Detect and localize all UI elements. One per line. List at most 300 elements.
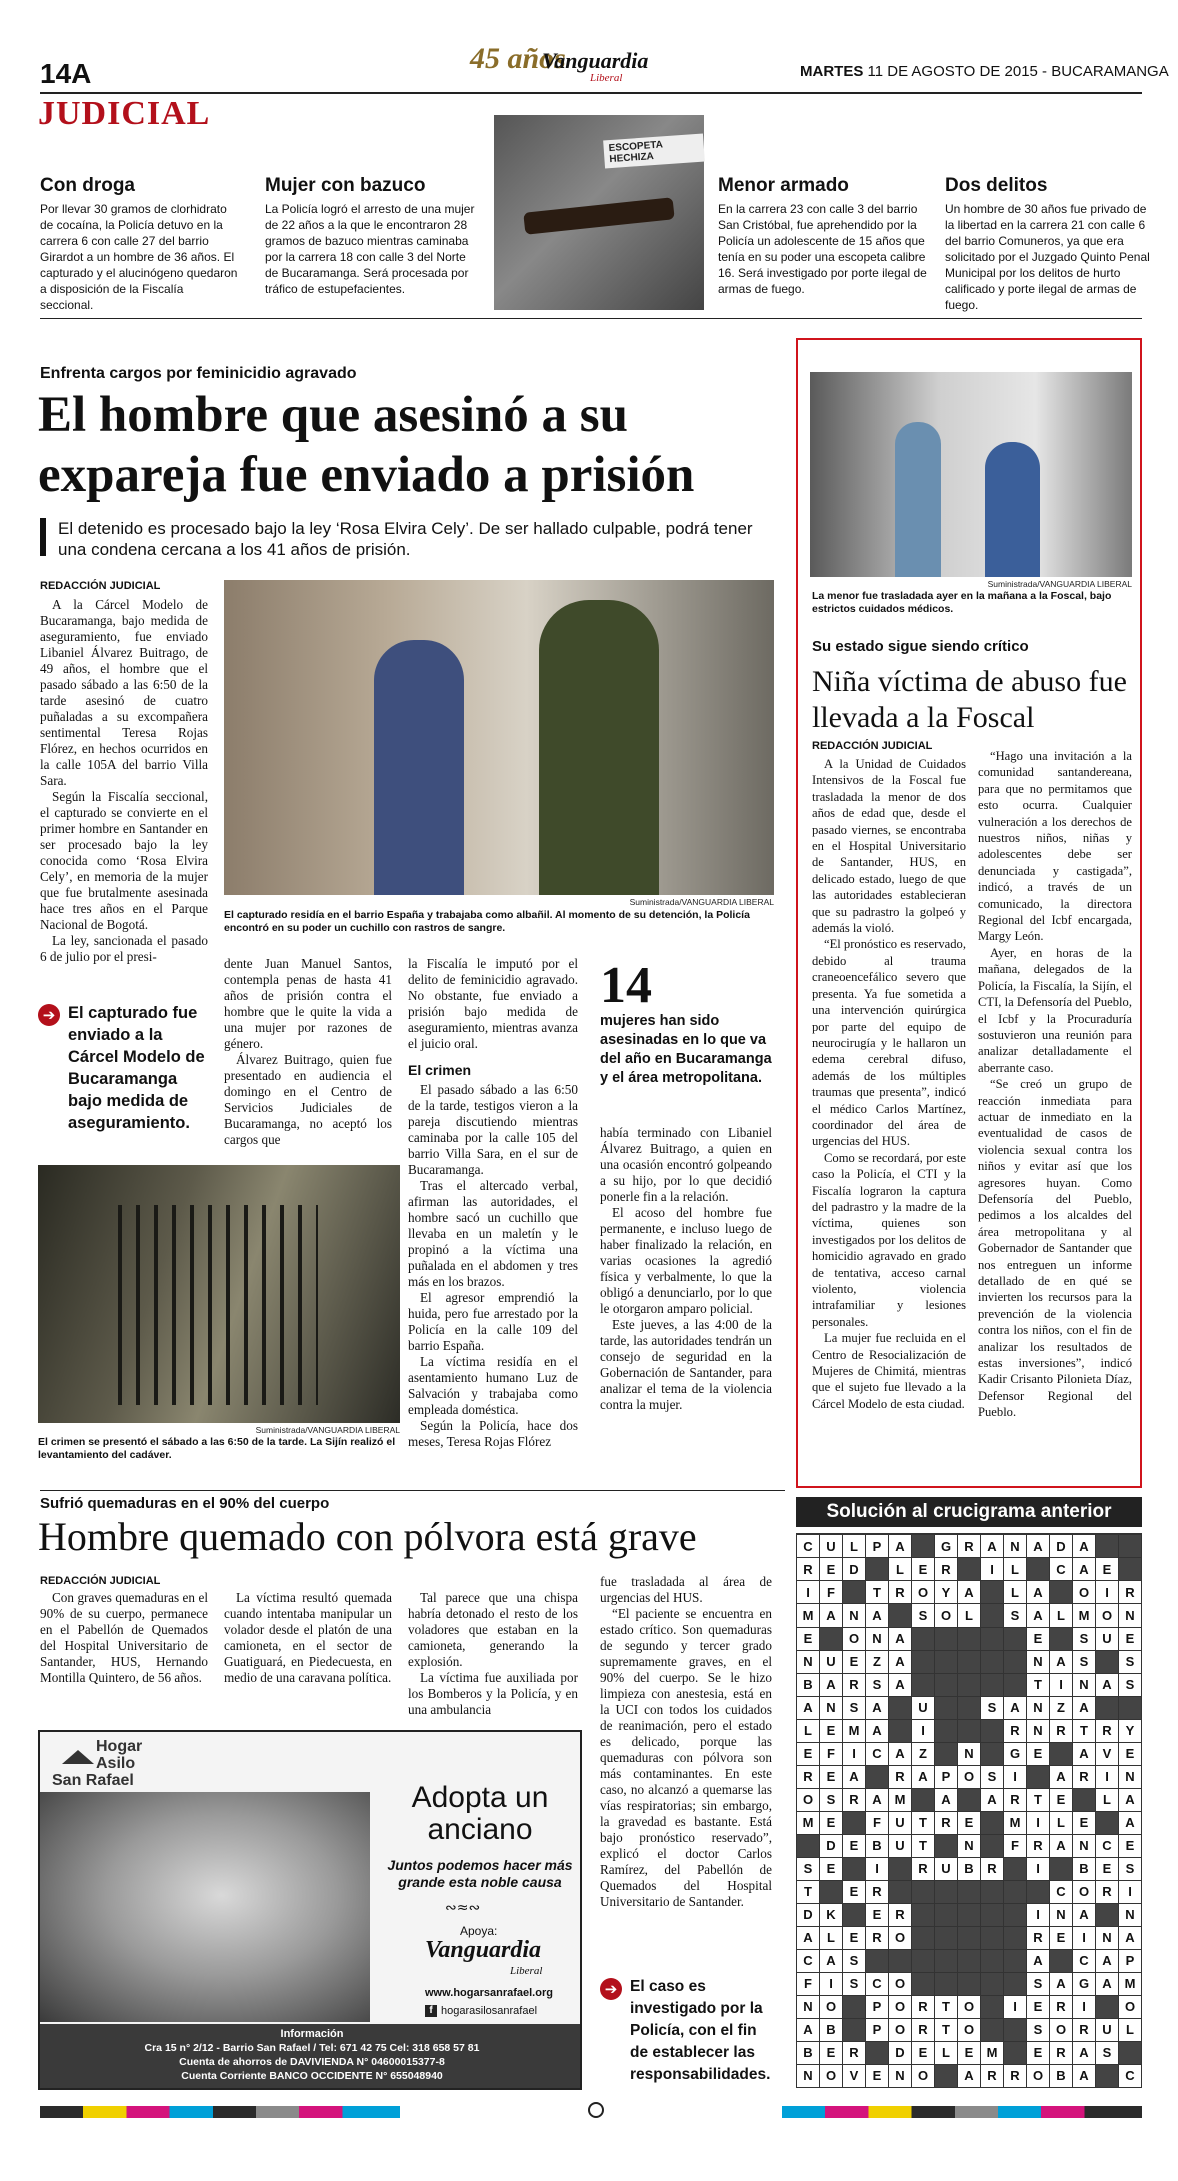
crossword-block-cell bbox=[935, 1719, 958, 1742]
arrow-right-icon: ➔ bbox=[38, 1004, 60, 1026]
main-photo-crime-scene bbox=[38, 1165, 400, 1423]
crossword-row bbox=[797, 2041, 1142, 2064]
crossword-block-cell bbox=[1004, 1650, 1027, 1673]
crossword-block-cell bbox=[981, 1742, 1004, 1765]
crossword-letter-cell: A bbox=[1073, 1742, 1096, 1765]
crossword-block-cell bbox=[1004, 1673, 1027, 1696]
crossword-block-cell bbox=[958, 1972, 981, 1995]
issue-date-text: 11 DE AGOSTO DE 2015 - BUCARAMANGA bbox=[867, 63, 1169, 80]
crossword-letter-cell: D bbox=[889, 2041, 912, 2064]
crossword-block-cell bbox=[958, 1949, 981, 1972]
crossword-letter-cell: R bbox=[797, 1558, 820, 1581]
crossword-letter-cell: I bbox=[1119, 1880, 1142, 1903]
crossword-block-cell bbox=[1119, 1696, 1142, 1719]
crossword-letter-cell: S bbox=[1119, 1650, 1142, 1673]
burn-top-rule bbox=[40, 1490, 785, 1491]
crossword-letter-cell: U bbox=[889, 1834, 912, 1857]
brief-con-droga bbox=[40, 175, 240, 313]
ad-sponsor-sub: Liberal bbox=[510, 1965, 543, 1977]
crossword-letter-cell: I bbox=[1096, 1581, 1119, 1604]
crossword-row bbox=[797, 1765, 1142, 1788]
crossword-block-cell bbox=[958, 1650, 981, 1673]
crossword-letter-cell: E bbox=[1050, 1788, 1073, 1811]
crossword-letter-cell: M bbox=[1119, 1972, 1142, 1995]
crossword-letter-cell: L bbox=[1119, 2018, 1142, 2041]
brief-title: Dos delitos bbox=[945, 175, 1048, 196]
crossword-letter-cell: P bbox=[866, 1995, 889, 2018]
crossword-letter-cell: A bbox=[1073, 1903, 1096, 1926]
crossword-letter-cell: A bbox=[1050, 1972, 1073, 1995]
crossword-letter-cell: U bbox=[1096, 1627, 1119, 1650]
crossword-letter-cell: A bbox=[1027, 1949, 1050, 1972]
crossword-block-cell bbox=[1119, 1558, 1142, 1581]
crossword-block-cell bbox=[981, 1926, 1004, 1949]
crossword-letter-cell: E bbox=[843, 1650, 866, 1673]
crossword-block-cell bbox=[866, 1765, 889, 1788]
crossword-letter-cell: E bbox=[1027, 1995, 1050, 2018]
crossword-letter-cell: R bbox=[1027, 1926, 1050, 1949]
ad-sponsor: Vanguardia bbox=[425, 1937, 542, 1963]
crossword-letter-cell: E bbox=[1027, 2041, 1050, 2064]
crossword-letter-cell: N bbox=[820, 1696, 843, 1719]
burn-col3 bbox=[408, 1590, 578, 1718]
crossword-block-cell bbox=[912, 1903, 935, 1926]
paragraph: “El pronóstico es reservado, debido al trauma craneoencefálico severo que presenta. Ya fue sometida a una intervención quirúrgica por parte del equipo de neurocirugía y le hallaron un edema cerebral difuso, además de los múltiples traumas que presenta”, indicó el médico Carlos Martínez, coordinador del área de urgencias del HUS. bbox=[812, 937, 966, 1149]
crossword-block-cell bbox=[1096, 2064, 1119, 2087]
crossword-letter-cell: E bbox=[820, 1811, 843, 1834]
paragraph: Este jueves, a las 4:00 de la tarde, las autoridades tendrán un consejo de seguridad en la Gobernación de Santander, para analizar el tema de la violencia contra la mujer. bbox=[600, 1317, 772, 1412]
crossword-block-cell bbox=[981, 1604, 1004, 1627]
crossword-letter-cell: A bbox=[889, 1627, 912, 1650]
crossword-letter-cell: U bbox=[1096, 2018, 1119, 2041]
crossword-block-cell bbox=[889, 1696, 912, 1719]
crossword-block-cell bbox=[958, 1880, 981, 1903]
ad-facebook[interactable]: hogarasilosanrafael bbox=[441, 2005, 538, 2017]
ad-logo-line: Asilo bbox=[96, 1755, 136, 1772]
crossword-letter-cell: N bbox=[1073, 1834, 1096, 1857]
crossword-block-cell bbox=[1050, 1949, 1073, 1972]
page-number: 14A bbox=[40, 58, 92, 89]
side-headline: Niña víctima de abuso fue llevada a la Foscal bbox=[812, 665, 1127, 734]
crossword-block-cell bbox=[935, 1903, 958, 1926]
crossword-letter-cell: A bbox=[1050, 1765, 1073, 1788]
crossword-letter-cell: R bbox=[981, 2064, 1004, 2087]
ad-info-account: Cuenta Corriente BANCO OCCIDENTE N° 655048940 bbox=[181, 2070, 443, 2082]
crossword-letter-cell: I bbox=[866, 1857, 889, 1880]
crossword-letter-cell: S bbox=[1119, 1857, 1142, 1880]
crossword-letter-cell: R bbox=[1027, 1834, 1050, 1857]
main-kicker: Enfrenta cargos por feminicidio agravado bbox=[40, 365, 357, 382]
crossword-block-cell bbox=[1119, 1535, 1142, 1558]
crossword-block-cell bbox=[1050, 1627, 1073, 1650]
crossword-letter-cell: M bbox=[1073, 1604, 1096, 1627]
burn-pullquote bbox=[600, 1976, 775, 2086]
crossword-letter-cell: I bbox=[843, 1742, 866, 1765]
crossword-block-cell bbox=[912, 1650, 935, 1673]
crossword-letter-cell: I bbox=[1073, 1926, 1096, 1949]
crossword-letter-cell: N bbox=[889, 2064, 912, 2087]
crossword-letter-cell: A bbox=[981, 1788, 1004, 1811]
crossword-letter-cell: R bbox=[958, 1535, 981, 1558]
paragraph: “Se creó un grupo de reacción inmediata para actuar de inmediato en la eventualidad de casos de violencia sexual contra los niños y evitar así que los agresores huyan. Como Defensoría del Pueblo, pedimos a los alcaldes del área metropolitana y al Gobernador de Santander que nos entreguen un informe detallado de en qué se invierten los recursos para la prevención de la violencia contra los niños, con el fin de analizar los resultados de estas inversiones”, indicó Kadir Crisanto Pilonieta Díaz, Defensor Regional del Pueblo. bbox=[978, 1077, 1132, 1420]
crossword-letter-cell: A bbox=[1096, 1949, 1119, 1972]
crossword-letter-cell: R bbox=[797, 1765, 820, 1788]
crossword-letter-cell: L bbox=[843, 1535, 866, 1558]
crossword-letter-cell: R bbox=[1096, 1719, 1119, 1742]
crossword-letter-cell: F bbox=[820, 1742, 843, 1765]
crossword-letter-cell: O bbox=[797, 1788, 820, 1811]
brief-dos-delitos bbox=[945, 175, 1150, 313]
crossword-letter-cell: E bbox=[1119, 1742, 1142, 1765]
crossword-letter-cell: A bbox=[958, 1581, 981, 1604]
crossword-block-cell bbox=[981, 2018, 1004, 2041]
crossword-letter-cell: R bbox=[912, 2018, 935, 2041]
crossword-letter-cell: R bbox=[935, 1811, 958, 1834]
crossword-block-cell bbox=[1073, 1788, 1096, 1811]
crossword-letter-cell: R bbox=[1050, 2041, 1073, 2064]
crossword-letter-cell: B bbox=[1073, 1857, 1096, 1880]
crossword-letter-cell: A bbox=[1073, 1558, 1096, 1581]
ad-subtitle: Juntos podemos hacer más grande esta noble causa bbox=[387, 1857, 573, 1890]
crossword-letter-cell: I bbox=[1027, 1857, 1050, 1880]
crossword-letter-cell: E bbox=[1073, 1811, 1096, 1834]
crossword-block-cell bbox=[843, 2018, 866, 2041]
crossword-letter-cell: N bbox=[1119, 1765, 1142, 1788]
crossword-block-cell bbox=[981, 1650, 1004, 1673]
crossword-letter-cell: Y bbox=[935, 1581, 958, 1604]
crossword-letter-cell: C bbox=[866, 1972, 889, 1995]
crossword-block-cell bbox=[981, 1719, 1004, 1742]
crossword-letter-cell: R bbox=[866, 1880, 889, 1903]
deck-text: El detenido es procesado bajo la ley ‘Rosa Elvira Cely’. De ser hallado culpable, podrá tener una condena cercana a los 41 años de prisión. bbox=[58, 519, 753, 559]
crossword-letter-cell: T bbox=[1027, 1673, 1050, 1696]
photo2-credit: Suministrada/VANGUARDIA LIBERAL bbox=[255, 1425, 400, 1435]
main-byline: REDACCIÓN JUDICIAL bbox=[40, 580, 161, 592]
crossword-letter-cell: N bbox=[1119, 1903, 1142, 1926]
crossword-letter-cell: E bbox=[1096, 1857, 1119, 1880]
crossword-letter-cell: S bbox=[1027, 2018, 1050, 2041]
crossword-letter-cell: Z bbox=[1050, 1696, 1073, 1719]
crossword-block-cell bbox=[935, 1880, 958, 1903]
crossword-block-cell bbox=[958, 1903, 981, 1926]
crossword-letter-cell: O bbox=[820, 2064, 843, 2087]
crossword-block-cell bbox=[958, 1673, 981, 1696]
crossword-block-cell bbox=[935, 1834, 958, 1857]
crossword-letter-cell: O bbox=[1073, 1581, 1096, 1604]
crossword-block-cell bbox=[981, 1581, 1004, 1604]
ad-support-label: Apoya: bbox=[460, 1924, 498, 1938]
deck-marker bbox=[40, 518, 46, 556]
crossword-letter-cell: V bbox=[843, 2064, 866, 2087]
crossword-block-cell bbox=[958, 1719, 981, 1742]
crossword-block-cell bbox=[935, 1627, 958, 1650]
crossword-letter-cell: Z bbox=[866, 1650, 889, 1673]
paragraph: fue trasladada al área de urgencias del HUS. bbox=[600, 1574, 772, 1605]
crossword-letter-cell: A bbox=[820, 1604, 843, 1627]
paragraph: A la Unidad de Cuidados Intensivos de la Foscal fue trasladada la menor de dos años de edad que, desde el pasado viernes, se encontraba en el Hospital Universitario de Santander, HUS, en delicado estado, luego de que las autoridades establecieran que su padrastro la golpeó y además la violó. bbox=[812, 757, 966, 936]
main-photo-capture bbox=[224, 580, 774, 895]
crossword-block-cell bbox=[866, 1558, 889, 1581]
crossword-letter-cell: D bbox=[820, 1834, 843, 1857]
crossword-letter-cell: O bbox=[843, 1627, 866, 1650]
police-figure bbox=[539, 600, 659, 895]
pullquote-text: El capturado fue enviado a la Cárcel Modelo de Bucaramanga bajo medida de aseguramiento. bbox=[68, 1004, 205, 1132]
evidence-label: ESCOPETA HECHIZA bbox=[603, 134, 705, 169]
crossword-letter-cell: N bbox=[1004, 1535, 1027, 1558]
crossword-letter-cell: E bbox=[958, 1811, 981, 1834]
paragraph: Según la Policía, hace dos meses, Teresa Rojas Flórez bbox=[408, 1418, 578, 1449]
crossword-letter-cell: A bbox=[1119, 1811, 1142, 1834]
crossword-letter-cell: I bbox=[1004, 1765, 1027, 1788]
crossword-block-cell bbox=[1004, 1627, 1027, 1650]
crossword-block-cell bbox=[935, 1926, 958, 1949]
crossword-letter-cell: L bbox=[820, 1926, 843, 1949]
crossword-title: Solución al crucigrama anterior bbox=[796, 1497, 1142, 1527]
crossword-letter-cell: S bbox=[866, 1673, 889, 1696]
medic-figure bbox=[895, 422, 941, 577]
crossword-letter-cell: R bbox=[843, 1673, 866, 1696]
crossword-letter-cell: A bbox=[981, 1535, 1004, 1558]
crossword-letter-cell: A bbox=[866, 1788, 889, 1811]
crossword-block-cell bbox=[1004, 1903, 1027, 1926]
crossword-letter-cell: R bbox=[843, 2041, 866, 2064]
color-bar-left bbox=[40, 2106, 400, 2118]
crossword-letter-cell: T bbox=[797, 1880, 820, 1903]
crossword-row bbox=[797, 1535, 1142, 1558]
crossword-letter-cell: I bbox=[1096, 1765, 1119, 1788]
crossword-letter-cell: A bbox=[1027, 1604, 1050, 1627]
paragraph: la Fiscalía le imputó por el delito de feminicidio agravado. No obstante, fue enviado a prisión bajo medida de aseguramiento, mientras avanza el juicio oral. bbox=[408, 956, 578, 1051]
crossword-letter-cell: R bbox=[843, 1788, 866, 1811]
crossword-letter-cell: A bbox=[1073, 1535, 1096, 1558]
crossword-letter-cell: O bbox=[889, 2018, 912, 2041]
crossword-letter-cell: R bbox=[1004, 1719, 1027, 1742]
crossword-letter-cell: U bbox=[820, 1650, 843, 1673]
crossword-letter-cell: Y bbox=[1119, 1719, 1142, 1742]
crossword-letter-cell: E bbox=[866, 1903, 889, 1926]
paragraph: dente Juan Manuel Santos, contempla penas de hasta 41 años de prisión contra el hombre que le quite la vida a una mujer por razones de género. bbox=[224, 956, 392, 1051]
crossword-letter-cell: T bbox=[866, 1581, 889, 1604]
main-pullquote bbox=[38, 1002, 208, 1134]
crossword-block-cell bbox=[1004, 2018, 1027, 2041]
crossword-letter-cell: R bbox=[1096, 1880, 1119, 1903]
crossword-block-cell bbox=[912, 1535, 935, 1558]
crossword-letter-cell: N bbox=[1027, 1719, 1050, 1742]
crossword-row bbox=[797, 1995, 1142, 2018]
crossword-letter-cell: C bbox=[1096, 1834, 1119, 1857]
crossword-letter-cell: A bbox=[1073, 1696, 1096, 1719]
main-subhead: El crimen bbox=[408, 1062, 472, 1078]
main-headline: El hombre que asesinó a su expareja fue enviado a prisión bbox=[38, 387, 695, 503]
crossword-letter-cell: Z bbox=[912, 1742, 935, 1765]
crossword-letter-cell: T bbox=[935, 1995, 958, 2018]
side-photo-caption: La menor fue trasladada ayer en la mañana a la Foscal, bajo estrictos cuidados médicos. bbox=[812, 590, 1112, 615]
crossword-table bbox=[796, 1533, 1142, 2088]
crossword-letter-cell: D bbox=[797, 1903, 820, 1926]
crossword-block-cell bbox=[981, 1949, 1004, 1972]
crossword-letter-cell: T bbox=[1027, 1788, 1050, 1811]
crossword-letter-cell: G bbox=[1004, 1742, 1027, 1765]
crossword-letter-cell: N bbox=[797, 2064, 820, 2087]
crossword-block-cell bbox=[935, 1696, 958, 1719]
crossword-letter-cell: A bbox=[866, 1696, 889, 1719]
crossword-letter-cell: C bbox=[866, 1742, 889, 1765]
crossword-block-cell bbox=[912, 1788, 935, 1811]
crossword-letter-cell: R bbox=[981, 1857, 1004, 1880]
crossword-letter-cell: L bbox=[935, 2041, 958, 2064]
crossword-letter-cell: P bbox=[935, 1765, 958, 1788]
crossword-letter-cell: T bbox=[935, 2018, 958, 2041]
crossword-block-cell bbox=[843, 1811, 866, 1834]
crossword-letter-cell: A bbox=[1004, 1696, 1027, 1719]
crossword-row bbox=[797, 1696, 1142, 1719]
registration-mark-icon bbox=[588, 2102, 604, 2118]
ad-info-title: Información bbox=[280, 2028, 344, 2040]
crossword-letter-cell: U bbox=[912, 1696, 935, 1719]
crossword-letter-cell: E bbox=[820, 2041, 843, 2064]
paragraph: La víctima resultó quemada cuando intentaba manipular un volador desde el platón de una camioneta, en el sector de Guatiguará, en Piedecuesta, en medio de una caravana política. bbox=[224, 1590, 392, 1685]
crossword-block-cell bbox=[981, 1903, 1004, 1926]
crossword-letter-cell: N bbox=[797, 1650, 820, 1673]
crossword-letter-cell: A bbox=[866, 1604, 889, 1627]
crossword-letter-cell: L bbox=[1050, 1604, 1073, 1627]
crossword-block-cell bbox=[1004, 2041, 1027, 2064]
paragraph: “Hago una invitación a la comunidad santandereana, para que no permitamos que esto ocurra. Cualquier vulneración a los derechos de nuestros niños, niñas y adolescentes debe ser denunciada y castigada”, indicó, a través de un comunicado, la directora Regional del Icbf encargada, Margy León. bbox=[978, 749, 1132, 944]
crossword-row bbox=[797, 1949, 1142, 1972]
crossword-row bbox=[797, 1581, 1142, 1604]
crossword-block-cell bbox=[1027, 1880, 1050, 1903]
paragraph: Tal parece que una chispa habría detonado el resto de los voladores que estaban en la camioneta, generando la explosión. bbox=[408, 1590, 578, 1669]
arrow-right-icon: ➔ bbox=[600, 1978, 622, 2000]
ad-info-band bbox=[40, 2024, 582, 2090]
crossword-block-cell bbox=[958, 1558, 981, 1581]
crossword-block-cell bbox=[866, 1949, 889, 1972]
crossword-block-cell bbox=[1050, 1742, 1073, 1765]
crossword-letter-cell: O bbox=[1073, 1880, 1096, 1903]
crossword-block-cell bbox=[935, 2064, 958, 2087]
crossword-letter-cell: S bbox=[797, 1857, 820, 1880]
crossword-block-cell bbox=[843, 1903, 866, 1926]
gate-bars bbox=[118, 1205, 318, 1405]
crossword-block-cell bbox=[958, 1627, 981, 1650]
crossword-letter-cell: M bbox=[843, 1719, 866, 1742]
crossword-letter-cell: N bbox=[1027, 1696, 1050, 1719]
crossword-letter-cell: B bbox=[1050, 2064, 1073, 2087]
crossword-block-cell bbox=[912, 1627, 935, 1650]
crossword-block-cell bbox=[1050, 1857, 1073, 1880]
crossword-letter-cell: A bbox=[797, 1696, 820, 1719]
crossword-block-cell bbox=[843, 1995, 866, 2018]
advert-adopta-un-anciano bbox=[38, 1730, 582, 2090]
crossword-letter-cell: K bbox=[820, 1903, 843, 1926]
ad-info-address: Cra 15 n° 2/12 - Barrio San Rafael / Tel: 671 42 75 Cel: 318 658 57 81 bbox=[144, 2042, 480, 2054]
crossword-letter-cell: N bbox=[797, 1995, 820, 2018]
brief-title: Menor armado bbox=[718, 175, 849, 196]
crossword-letter-cell: C bbox=[797, 1949, 820, 1972]
crossword-letter-cell: R bbox=[1073, 1765, 1096, 1788]
crossword-letter-cell: A bbox=[1050, 1834, 1073, 1857]
crossword-letter-cell: E bbox=[820, 1765, 843, 1788]
crossword-letter-cell: E bbox=[1027, 1742, 1050, 1765]
paragraph: Tras el altercado verbal, afirman las autoridades, el hombre sacó un cuchillo que llevaba en un maletín y le propinó a la víctima una puñalada en el abdomen y tres más en los brazos. bbox=[408, 1178, 578, 1289]
paragraph: Con graves quemaduras en el 90% de su cuerpo, permanece en el Pabellón de Quemados del Hospital Universitario de Santander, HUS, Hernando Montilla Quintero, de 56 años. bbox=[40, 1590, 208, 1685]
crossword-block-cell bbox=[797, 1834, 820, 1857]
brief-mujer-con-bazuco bbox=[265, 175, 475, 297]
side-byline: REDACCIÓN JUDICIAL bbox=[812, 740, 933, 752]
crossword-letter-cell: O bbox=[1119, 1995, 1142, 2018]
crossword-letter-cell: C bbox=[1073, 1949, 1096, 1972]
crossword-letter-cell: U bbox=[889, 1811, 912, 1834]
crossword-letter-cell: V bbox=[1096, 1742, 1119, 1765]
crossword-letter-cell: A bbox=[935, 1788, 958, 1811]
house-icon bbox=[62, 1750, 94, 1764]
crossword-letter-cell: B bbox=[866, 1834, 889, 1857]
main-col2 bbox=[224, 956, 392, 1148]
crossword-block-cell bbox=[935, 1972, 958, 1995]
side-photo-ambulance bbox=[810, 372, 1132, 577]
burn-kicker: Sufrió quemaduras en el 90% del cuerpo bbox=[40, 1495, 330, 1512]
crossword-letter-cell: U bbox=[935, 1857, 958, 1880]
ad-web[interactable]: www.hogarsanrafael.org bbox=[425, 1987, 553, 1999]
crossword-letter-cell: S bbox=[1004, 1604, 1027, 1627]
elderly-man-photo bbox=[40, 1792, 370, 2022]
photo1-caption: El capturado residía en el barrio España y trabajaba como albañil. Al momento de su detención, la Policía encontró en su poder un cuchillo con rastros de sangre. bbox=[224, 909, 750, 934]
ad-info-account: Cuenta de ahorros de DAVIVIENDA N° 04600015377-8 bbox=[179, 2056, 445, 2068]
crossword-block-cell bbox=[958, 1696, 981, 1719]
crossword-block-cell bbox=[1004, 1857, 1027, 1880]
crossword-letter-cell: P bbox=[866, 2018, 889, 2041]
paragraph: La víctima fue auxiliada por los Bomberos y la Policía, y en una ambulancia bbox=[408, 1670, 578, 1717]
crossword-letter-cell: L bbox=[797, 1719, 820, 1742]
crossword-row bbox=[797, 2018, 1142, 2041]
crossword-letter-cell: A bbox=[1050, 1650, 1073, 1673]
facebook-icon: f bbox=[425, 2005, 437, 2017]
crossword-letter-cell: N bbox=[866, 1627, 889, 1650]
crossword-letter-cell: C bbox=[797, 1535, 820, 1558]
crossword-letter-cell: S bbox=[843, 1696, 866, 1719]
crossword-block-cell bbox=[935, 1949, 958, 1972]
crossword-block-cell bbox=[1050, 1581, 1073, 1604]
crossword-letter-cell: L bbox=[1004, 1558, 1027, 1581]
crossword-letter-cell: B bbox=[797, 1673, 820, 1696]
crossword-letter-cell: R bbox=[889, 1765, 912, 1788]
crossword-letter-cell: E bbox=[1119, 1627, 1142, 1650]
crossword-block-cell bbox=[1027, 1558, 1050, 1581]
paragraph: había terminado con Libaniel Álvarez Buitrago, a quien en una ocasión encontró golpeando a su hijo, por lo que decidió ponerle fin a la relación. bbox=[600, 1125, 772, 1204]
crossword-letter-cell: A bbox=[1073, 2064, 1096, 2087]
crossword-block-cell bbox=[866, 2041, 889, 2064]
crossword-letter-cell: E bbox=[797, 1627, 820, 1650]
man-figure bbox=[374, 640, 464, 895]
side-col1 bbox=[812, 756, 966, 1412]
issue-day: MARTES bbox=[800, 63, 864, 80]
side-col2 bbox=[978, 748, 1132, 1421]
crossword-block-cell bbox=[1096, 1696, 1119, 1719]
crossword-letter-cell: E bbox=[912, 1558, 935, 1581]
burn-col2 bbox=[224, 1590, 392, 1686]
crossword-letter-cell: M bbox=[889, 1788, 912, 1811]
brief-body: Por llevar 30 gramos de clorhidrato de cocaína, la Policía detuvo en la carrera 6 con calle 27 del barrio Girardot a un hombre de 36 años. El capturado y el alucinógeno quedaron a disposición de la Fiscalía seccional. bbox=[40, 202, 238, 312]
crossword-letter-cell: S bbox=[843, 1949, 866, 1972]
crossword-block-cell bbox=[935, 1742, 958, 1765]
crossword-letter-cell: F bbox=[866, 1811, 889, 1834]
ad-logo-line: San Rafael bbox=[52, 1772, 134, 1789]
crossword-letter-cell: N bbox=[1027, 1650, 1050, 1673]
masthead-sub: Liberal bbox=[590, 72, 623, 84]
crossword-letter-cell: T bbox=[912, 1811, 935, 1834]
crossword-block-cell bbox=[935, 1650, 958, 1673]
crossword-letter-cell: E bbox=[843, 1834, 866, 1857]
